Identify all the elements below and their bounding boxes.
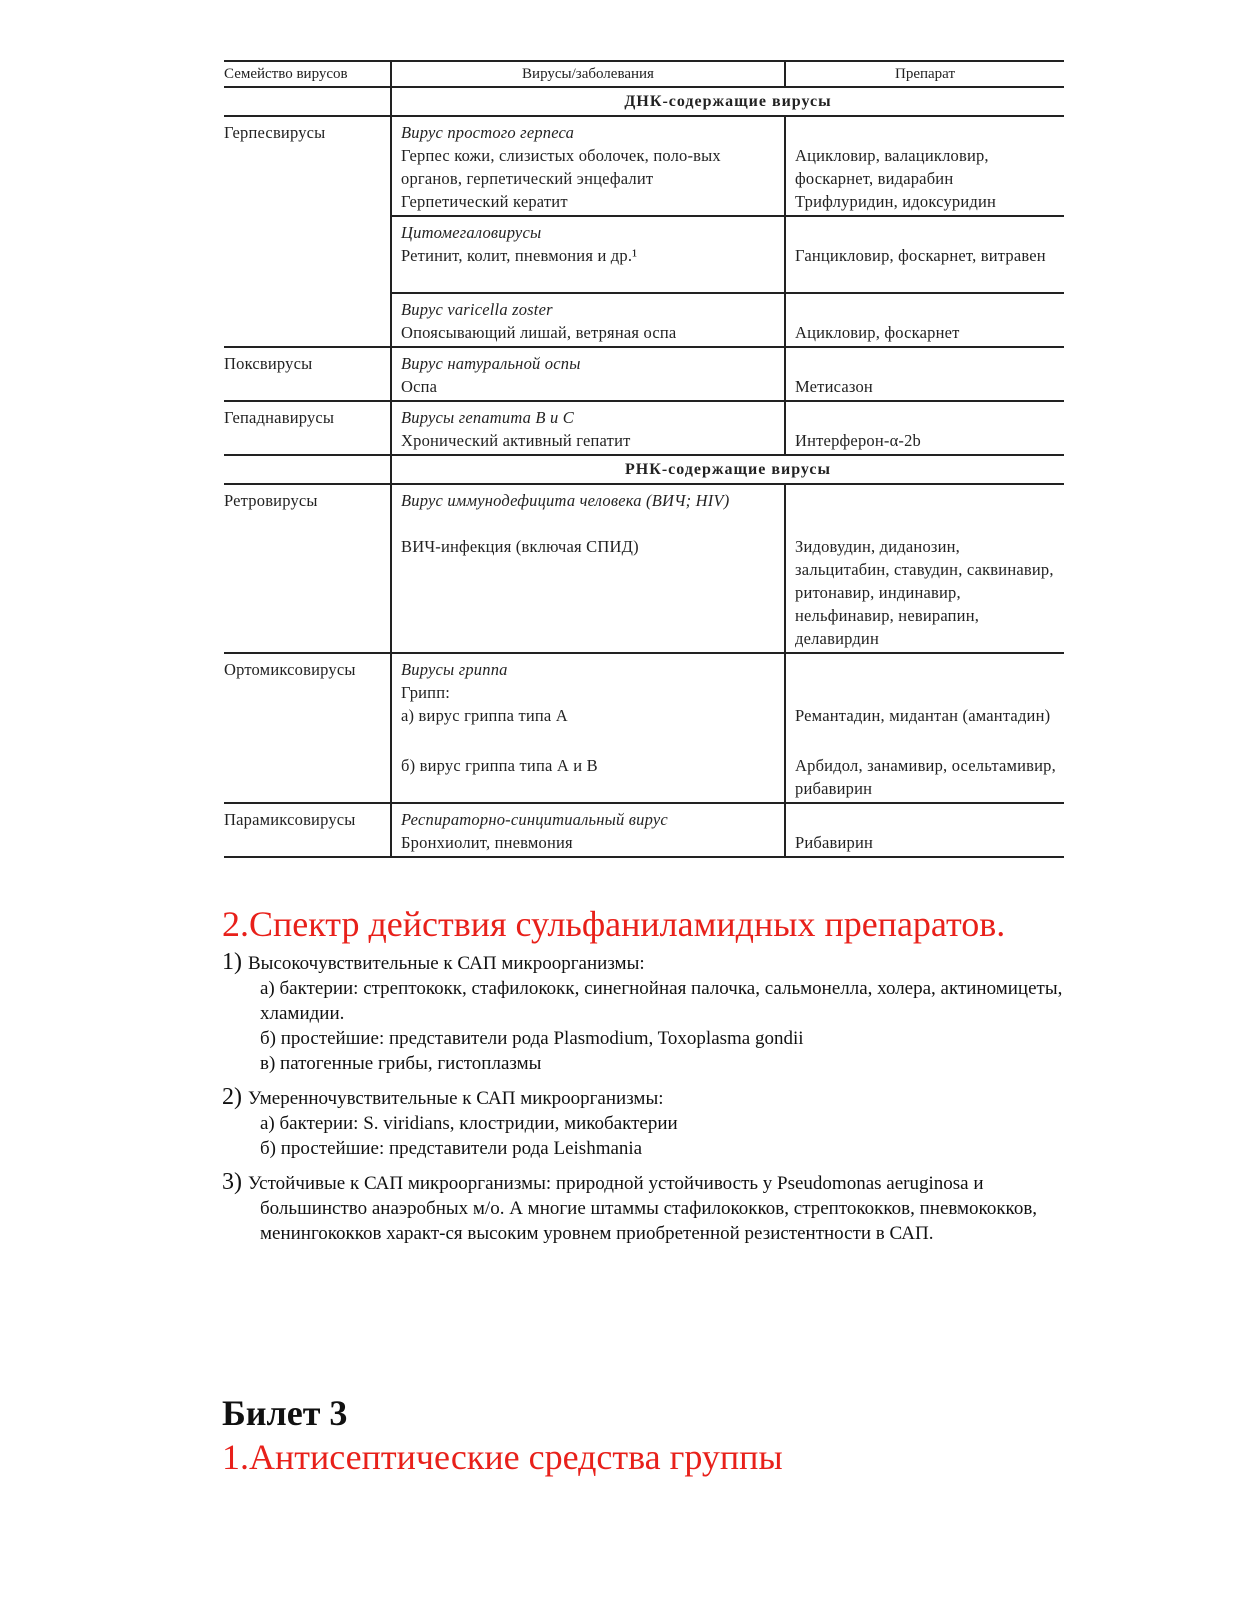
drug-cell (785, 293, 1064, 347)
virus-name: Цитомегаловирусы (401, 223, 542, 242)
section-title-dna: ДНК-содержащие вирусы (391, 87, 1064, 116)
list-item-text: Высокочувствительные к САП микроорганизмы: (248, 953, 645, 974)
family-cell: Ортомиксовирусы (224, 653, 391, 803)
virus-cell (391, 347, 785, 401)
drug-text: Ремантадин, мидантан (амантадин) (795, 706, 1051, 725)
disease-text: Оспа (401, 377, 438, 396)
ticket-title: Билет 3 (222, 1393, 348, 1433)
virus-cell (391, 803, 785, 857)
sub-item-text: а) бактерии: стрептококк, стафилококк, синегнойная палочка, сальмонелла, холера, актиномицеты, хламидии. (260, 978, 1063, 1024)
table-header-row (224, 61, 1064, 87)
list-item-text: Умеренночувствительные к САП микроорганизмы: (248, 1088, 664, 1109)
drug-cell (785, 216, 1064, 293)
section-heading-sulfonamides: 2.Спектр действия сульфаниламидных препаратов. (222, 904, 1006, 944)
virus-cell (391, 216, 785, 293)
header-drug: Препарат (785, 61, 1064, 87)
drug-text: Метисазон (795, 377, 873, 396)
section-row-rna (224, 455, 1064, 484)
list-item-text: Устойчивые к САП микроорганизмы: природной устойчивость у Pseudomonas aeruginosa и (248, 1173, 984, 1194)
drug-cell (785, 803, 1064, 857)
list-item (222, 950, 1102, 1076)
virus-cell (391, 484, 785, 653)
sulfonamide-spectrum-list (222, 950, 1102, 1255)
sub-item-text: а) бактерии: S. viridians, клостридии, микобактерии (260, 1113, 678, 1134)
disease-text: Герпетический кератит (401, 192, 568, 211)
sub-item-text: большинство анаэробных м/о. А многие штаммы стафилококков, стрептококков, пневмококков, менингококков характ-ся высоким уровнем приобретенной резистентности в САП. (260, 1198, 1038, 1244)
list-item (222, 1085, 1102, 1161)
antiviral-drugs-table (224, 60, 1064, 858)
table-row (224, 347, 1064, 401)
virus-cell (391, 401, 785, 455)
family-cell (224, 216, 391, 293)
table-row (224, 484, 1064, 653)
sub-item-text: б) простейшие: представители рода Plasmodium, Toxoplasma gondii (260, 1028, 804, 1049)
table-row (224, 653, 1064, 803)
family-cell (224, 293, 391, 347)
section-row-dna (224, 87, 1064, 116)
family-cell: Парамиксовирусы (224, 803, 391, 857)
virus-cell (391, 116, 785, 216)
virus-name: Вирусы гепатита В и С (401, 408, 575, 427)
virus-name: Респираторно-синцитиальный вирус (401, 810, 668, 829)
virus-cell (391, 653, 785, 803)
list-number: 2) (222, 1084, 242, 1110)
drug-cell (785, 116, 1064, 216)
disease-text: Ретинит, колит, пневмония и др.¹ (401, 246, 638, 265)
drug-cell (785, 347, 1064, 401)
disease-text: Бронхиолит, пневмония (401, 833, 573, 852)
header-family: Семейство вирусов (224, 61, 391, 87)
section-title-rna: РНК-содержащие вирусы (391, 455, 1064, 484)
section-heading-antiseptics: 1.Антисептические средства группы (222, 1437, 783, 1477)
virus-name: Вирус varicella zoster (401, 300, 553, 319)
virus-cell (391, 293, 785, 347)
drug-text: Рибавирин (795, 833, 874, 852)
disease-text: Грипп: (401, 683, 451, 702)
disease-text: ВИЧ-инфекция (включая СПИД) (401, 537, 639, 556)
drug-text: Зидовудин, диданозин, зальцитабин, ставудин, саквинавир, ритонавир, индинавир, нельфинавир, невирапин, делавирдин (795, 537, 1054, 648)
family-cell: Ретровирусы (224, 484, 391, 653)
sub-item-text: в) патогенные грибы, гистоплазмы (260, 1053, 542, 1074)
family-cell: Герпесвирусы (224, 123, 326, 142)
disease-text: Герпес кожи, слизистых оболочек, поло-вых органов, герпетический энцефалит (401, 146, 721, 188)
sub-item-text: б) простейшие: представители рода Leishmania (260, 1138, 643, 1159)
table-row (224, 116, 1064, 216)
disease-text: а) вирус гриппа типа А (401, 706, 568, 725)
drug-text: Ацикловир, фоскарнет (795, 323, 960, 342)
disease-text: Хронический активный гепатит (401, 431, 631, 450)
drug-cell (785, 653, 1064, 803)
drug-text: Интерферон-α-2b (795, 431, 922, 450)
drug-text: Арбидол, занамивир, осельтамивир, рибавирин (795, 756, 1056, 798)
disease-text: б) вирус гриппа типа А и В (401, 756, 598, 775)
drug-text: Ацикловир, валацикловир, фоскарнет, видарабин (795, 146, 989, 188)
table-row (224, 216, 1064, 293)
table-row (224, 803, 1064, 857)
drug-cell (785, 401, 1064, 455)
virus-name: Вирус простого герпеса (401, 123, 575, 142)
list-number: 3) (222, 1169, 242, 1195)
drug-text: Ганцикловир, фоскарнет, витравен (795, 246, 1046, 265)
family-cell: Гепаднавирусы (224, 401, 391, 455)
table-row (224, 401, 1064, 455)
virus-name: Вирус иммунодефицита человека (ВИЧ; HIV) (401, 491, 730, 510)
drug-cell (785, 484, 1064, 653)
disease-text: Опоясывающий лишай, ветряная оспа (401, 323, 677, 342)
virus-name: Вирусы гриппа (401, 660, 508, 679)
table-row (224, 293, 1064, 347)
list-number: 1) (222, 949, 242, 975)
virus-name: Вирус натуральной оспы (401, 354, 581, 373)
list-item (222, 1170, 1102, 1246)
drug-text: Трифлуридин, идоксуридин (795, 192, 997, 211)
family-cell: Поксвирусы (224, 347, 391, 401)
header-virus: Вирусы/заболевания (391, 61, 785, 87)
